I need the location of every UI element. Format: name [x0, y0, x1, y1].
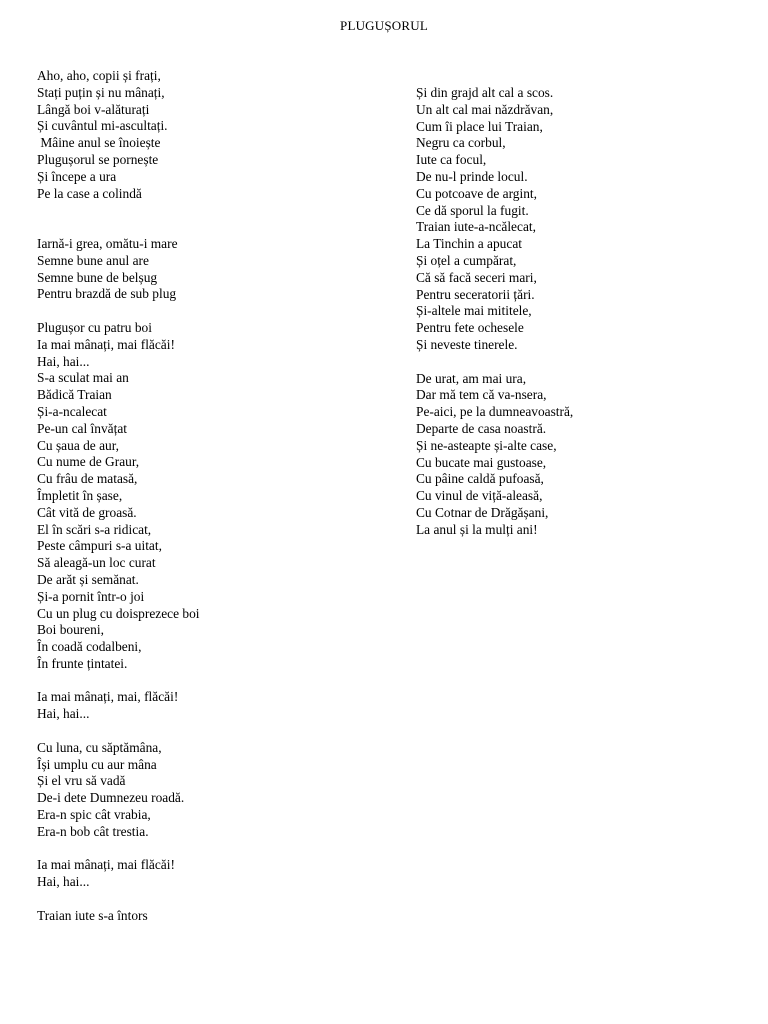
poem-line: Plugușorul se pornește: [37, 151, 159, 167]
poem-line: Cu pâine caldă pufoasă,: [416, 471, 544, 487]
poem-line: Un alt cal mai năzdrăvan,: [416, 101, 554, 117]
poem-line: Pentru seceratorii țări.: [416, 286, 535, 302]
poem-line: El în scări s-a ridicat,: [37, 521, 152, 537]
poem-line: Cu nume de Graur,: [37, 454, 140, 470]
poem-line: Și începe a ura: [37, 168, 117, 184]
poem-line: În frunte țintatei.: [37, 655, 128, 671]
poem-line: Iute ca focul,: [416, 152, 487, 168]
poem-line: Semne bune de belșug: [37, 269, 158, 285]
poem-line: Peste câmpuri s-a uitat,: [37, 538, 162, 554]
poem-line: Ia mai mânați, mai, flăcăi!: [37, 689, 179, 705]
poem-line: Împletit în șase,: [37, 487, 123, 503]
poem-line: Cu bucate mai gustoase,: [416, 454, 547, 470]
poem-column-left: [37, 68, 397, 925]
poem-line: Departe de casa noastră.: [416, 420, 547, 436]
poem-line: Dar mă tem că va-nsera,: [416, 387, 547, 403]
stanza-break: [416, 354, 756, 371]
poem-line: Cum îi place lui Traian,: [416, 118, 543, 134]
poem-line: De arăt și semănat.: [37, 571, 139, 587]
page-title: PLUGUȘORUL: [340, 18, 428, 33]
poem-line: Și oțel a cumpărat,: [416, 252, 517, 268]
stanza-break: [37, 891, 397, 908]
poem-line: Pe la case a colindă: [37, 185, 142, 201]
poem-line: De nu-l prinde locul.: [416, 168, 528, 184]
poem-line: Ia mai mânați, mai flăcăi!: [37, 857, 175, 873]
poem-line: Semne bune anul are: [37, 252, 149, 268]
poem-line: Și cuvântul mi-ascultați.: [37, 118, 168, 134]
poem-line: Își umplu cu aur mâna: [37, 756, 157, 772]
poem-line: În coadă codalbeni,: [37, 639, 142, 655]
poem-line: Plugușor cu patru boi: [37, 319, 152, 335]
poem-line: Și-altele mai mititele,: [416, 303, 532, 319]
poem-line: De urat, am mai ura,: [416, 370, 527, 386]
poem-line: Și-a-ncalecat: [37, 403, 107, 419]
poem-line: Ce dă sporul la fugit.: [416, 202, 529, 218]
poem-line: Negru ca corbul,: [416, 135, 506, 151]
poem-line: Hai, hai...: [37, 353, 90, 369]
poem-line: Cu frâu de matasă,: [37, 471, 138, 487]
poem-line: Boi boureni,: [37, 622, 104, 638]
poem-line: Lângă boi v-alăturați: [37, 101, 150, 117]
poem-line: Pentru fete ochesele: [416, 320, 524, 336]
poem-line: Cu potcoave de argint,: [416, 185, 537, 201]
poem-line: Cu un plug cu doisprezece boi: [37, 605, 200, 621]
stanza-break: [37, 673, 397, 690]
poem-line: Ia mai mânați, mai flăcăi!: [37, 336, 175, 352]
poem-line: Era-n spic cât vrabia,: [37, 807, 151, 823]
poem-line: Pe-aici, pe la dumneavoastră,: [416, 404, 574, 420]
poem-line: Cu luna, cu săptămâna,: [37, 739, 162, 755]
poem-line: Pe-un cal învățat: [37, 420, 127, 436]
poem-line: De-i dete Dumnezeu roadă.: [37, 790, 185, 806]
poem-line: Era-n bob cât trestia.: [37, 823, 149, 839]
poem-line: Și el vru să vadă: [37, 773, 126, 789]
poem-line: Și-a pornit într-o joi: [37, 588, 145, 604]
stanza-break: [37, 841, 397, 858]
poem-line: Hai, hai...: [37, 706, 90, 722]
poem-column-right: [416, 85, 756, 539]
poem-line: S-a sculat mai an: [37, 370, 129, 386]
poem-line: Aho, aho, copii și frați,: [37, 68, 161, 83]
poem-line: La Tinchin a apucat: [416, 236, 522, 252]
stanza-break: [37, 303, 397, 320]
poem-line: Cu vinul de viță-aleasă,: [416, 488, 543, 504]
poem-line: Iarnă-i grea, omătu-i mare: [37, 235, 178, 251]
stanza-break: [37, 219, 397, 236]
poem-line: Și neveste tinerele.: [416, 336, 518, 352]
poem-line: Cu șaua de aur,: [37, 437, 120, 453]
poem-line: Mâine anul se înoiește: [37, 135, 161, 151]
stanza-break: [37, 723, 397, 740]
poem-line: Stați puțin și nu mânați,: [37, 84, 165, 100]
stanza-break: [37, 202, 397, 219]
poem-line: Pentru brazdă de sub plug: [37, 286, 177, 302]
poem-line: Bădică Traian: [37, 387, 112, 403]
poem-line: Traian iute-a-ncălecat,: [416, 219, 536, 235]
poem-line: La anul și la mulți ani!: [416, 521, 538, 537]
poem-line: Și ne-asteapte și-alte case,: [416, 437, 557, 453]
poem-line: Și din grajd alt cal a scos.: [416, 85, 554, 100]
poem-line: Hai, hai...: [37, 874, 90, 890]
poem-line: Să aleagă-un loc curat: [37, 555, 156, 571]
poem-line: Cu Cotnar de Drăgășani,: [416, 504, 549, 520]
poem-line: Cât vită de groasă.: [37, 504, 137, 520]
poem-line: Că să facă seceri mari,: [416, 269, 537, 285]
poem-line: Traian iute s-a întors: [37, 907, 148, 923]
